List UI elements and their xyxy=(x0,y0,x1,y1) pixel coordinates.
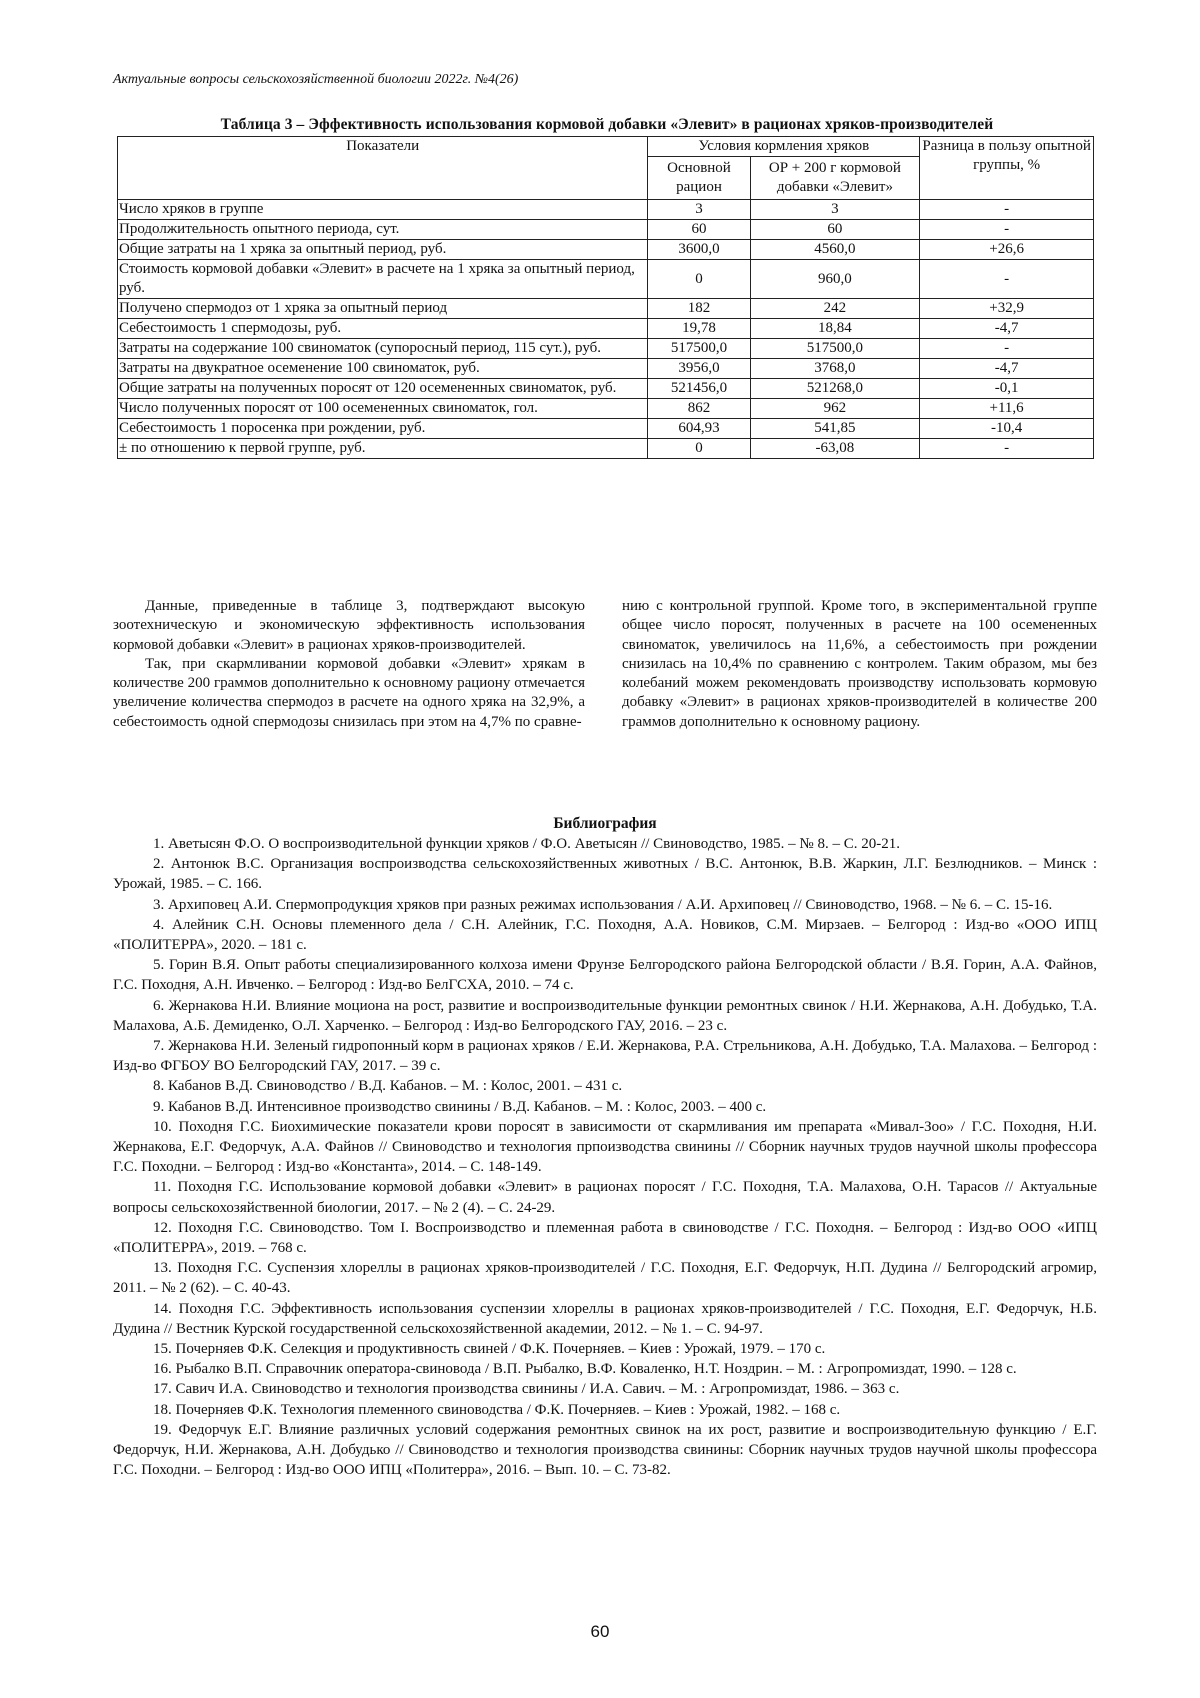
paragraph: Данные, приведенные в таблице 3, подтверждают высокую зоотехническую и экономическую эффективность использования кормовой добавки «Элевит» в рационах хряков-производителей. xyxy=(113,598,585,653)
row-label: Получено спермодоз от 1 хряка за опытный период xyxy=(118,299,648,319)
basic-value: 60 xyxy=(648,220,750,240)
row-label: Себестоимость 1 спермодозы, руб. xyxy=(118,319,648,339)
paragraph: нию с контрольной группой. Кроме того, в экспериментальной группе общее число поросят, полученных в расчете на 100 осемененных свиноматок, увеличилось на 11,6%, а себестоимость при рождении снизилась на 10,4% по сравнению с контролем. Таким образом, мы без колебаний можем рекомендовать производству использовать кормовую добавку «Элевит» в рационах хряков-производителей в количестве 200 граммов дополнительно к основному рациону. xyxy=(622,598,1097,730)
difference-value: - xyxy=(920,200,1094,220)
difference-value: -4,7 xyxy=(920,359,1094,379)
table-row xyxy=(118,399,1094,419)
row-label: Затраты на двукратное осеменение 100 свиноматок, руб. xyxy=(118,359,648,379)
difference-value: +11,6 xyxy=(920,399,1094,419)
experimental-value: 960,0 xyxy=(750,260,920,299)
table-row xyxy=(118,200,1094,220)
header-difference: Разница в пользу опытной группы, % xyxy=(920,137,1094,200)
row-label: Число полученных поросят от 100 осемененных свиноматок, гол. xyxy=(118,399,648,419)
page-number: 60 xyxy=(590,1622,610,1641)
bibliography-item: 6. Жернакова Н.И. Влияние моциона на рост, развитие и воспроизводительные функции ремонтных свинок / Н.И. Жернакова, А.Н. Добудько, Т.А. Малахова, А.Б. Демиденко, О.Л. Харченко. – Белгород : Изд-во Белгородского ГАУ, 2016. – 23 с. xyxy=(113,997,1097,1034)
bibliography-item: 8. Кабанов В.Д. Свиноводство / В.Д. Кабанов. – М. : Колос, 2001. – 431 с. xyxy=(153,1078,623,1095)
table-row xyxy=(118,439,1094,459)
experimental-value: 3768,0 xyxy=(750,359,920,379)
bibliography-item: 15. Почерняев Ф.К. Селекция и продуктивность свиней / Ф.К. Почерняев. – Киев : Урожай, 1979. – 170 с. xyxy=(153,1341,826,1358)
table-row xyxy=(118,339,1094,359)
experimental-value: 541,85 xyxy=(750,419,920,439)
basic-value: 3 xyxy=(648,200,750,220)
row-label: Затраты на содержание 100 свиноматок (супоросный период, 115 сут.), руб. xyxy=(118,339,648,359)
row-label: Себестоимость 1 поросенка при рождении, руб. xyxy=(118,419,648,439)
basic-value: 182 xyxy=(648,299,750,319)
row-label: Число хряков в группе xyxy=(118,200,648,220)
experimental-value: 962 xyxy=(750,399,920,419)
experimental-value: 3 xyxy=(750,200,920,220)
difference-value: - xyxy=(920,439,1094,459)
bibliography-item: 18. Почерняев Ф.К. Технология племенного свиноводства / Ф.К. Почерняев. – Киев : Урожай, 1982. – 168 с. xyxy=(153,1401,841,1418)
efficiency-table xyxy=(117,136,1094,459)
experimental-value: 4560,0 xyxy=(750,240,920,260)
basic-value: 3600,0 xyxy=(648,240,750,260)
experimental-value: 521268,0 xyxy=(750,379,920,399)
table-row xyxy=(118,260,1094,299)
header-indicators: Показатели xyxy=(118,137,648,200)
row-label: Стоимость кормовой добавки «Элевит» в расчете на 1 хряка за опытный период, руб. xyxy=(118,260,648,299)
experimental-value: 517500,0 xyxy=(750,339,920,359)
table-row xyxy=(118,220,1094,240)
table-caption: Таблица 3 – Эффективность использования кормовой добавки «Элевит» в рационах хряков-производителей xyxy=(220,116,994,133)
basic-value: 0 xyxy=(648,260,750,299)
table-body xyxy=(118,200,1094,459)
bibliography-item: 7. Жернакова Н.И. Зеленый гидропонный корм в рационах хряков / Е.И. Жернакова, Р.А. Стрельникова, А.Н. Добудько, Т.А. Малахова. – Белгород : Изд-во ФГБОУ ВО Белгородский ГАУ, 2017. – 39 с. xyxy=(113,1038,1097,1075)
experimental-value: -63,08 xyxy=(750,439,920,459)
bibliography-list xyxy=(113,834,1097,1481)
header-basic-ration: Основной рацион xyxy=(648,157,750,200)
difference-value: +32,9 xyxy=(920,299,1094,319)
bibliography-item: 10. Походня Г.С. Биохимические показатели крови поросят в зависимости от скармливания им препарата «Мивал-Зоо» / Г.С. Походня, Н.И. Жернакова, Е.Г. Федорчук, А.А. Файнов // Свиноводство и технология прпоизводства свинины // Сборник научных трудов научной школы профессора Г.С. Походни. – Белгород : Изд-во «Константа», 2014. – С. 148-149. xyxy=(113,1118,1097,1176)
row-label: Продолжительность опытного периода, сут. xyxy=(118,220,648,240)
table-row xyxy=(118,379,1094,399)
bibliography-item: 2. Антонюк В.С. Организация воспроизводства сельскохозяйственных животных / В.С. Антонюк, В.В. Жаркин, Л.Г. Безлюдников. – Минск : Урожай, 1985. – С. 166. xyxy=(113,856,1097,893)
difference-value: -0,1 xyxy=(920,379,1094,399)
bibliography-item: 11. Походня Г.С. Использование кормовой добавки «Элевит» в рационах поросят / Г.С. Походня, Т.А. Малахова, О.Н. Тарасов // Актуальные вопросы сельскохозяйственной биологии, 2017. – № 2 (4). – С. 24-29. xyxy=(113,1179,1097,1216)
basic-value: 0 xyxy=(648,439,750,459)
bibliography-item: 16. Рыбалко В.П. Справочник оператора-свиновода / В.П. Рыбалко, В.Ф. Коваленко, Н.Т. Ноздрин. – М. : Агропромиздат, 1990. – 128 с. xyxy=(153,1361,1017,1378)
paragraph: Так, при скармливании кормовой добавки «Элевит» хрякам в количестве 200 граммов дополнительно к основному рациону отмечается увеличение количества спермодоз в расчете на одного хряка на 32,9%, а себестоимость одной спермодозы снизилась при этом на 4,7% по сравне- xyxy=(113,655,585,730)
row-label: Общие затраты на 1 хряка за опытный период, руб. xyxy=(118,240,648,260)
experimental-value: 60 xyxy=(750,220,920,240)
basic-value: 862 xyxy=(648,399,750,419)
basic-value: 517500,0 xyxy=(648,339,750,359)
basic-value: 521456,0 xyxy=(648,379,750,399)
bibliography-item: 13. Походня Г.С. Суспензия хлореллы в рационах хряков-производителей / Г.С. Походня, Е.Г. Федорчук, Н.П. Дудина // Белгородский агромир, 2011. – № 2 (62). – С. 40-43. xyxy=(113,1260,1097,1297)
difference-value: +26,6 xyxy=(920,240,1094,260)
basic-value: 19,78 xyxy=(648,319,750,339)
bibliography-item: 17. Савич И.А. Свиноводство и технология производства свинины / И.А. Савич. – М. : Агропромиздат, 1986. – 363 с. xyxy=(153,1381,900,1398)
table-row xyxy=(118,240,1094,260)
text-column-right xyxy=(622,597,1097,732)
bibliography-item: 4. Алейник С.Н. Основы племенного дела / С.Н. Алейник, Г.С. Походня, А.А. Новиков, С.М. Мирзаев. – Белгород : Изд-во «ООО ИПЦ «ПОЛИТЕРРА», 2020. – 181 с. xyxy=(113,916,1097,954)
difference-value: -10,4 xyxy=(920,419,1094,439)
row-label: Общие затраты на полученных поросят от 120 осемененных свиноматок, руб. xyxy=(118,379,648,399)
table-row xyxy=(118,419,1094,439)
bibliography-item: 5. Горин В.Я. Опыт работы специализированного колхоза имени Фрунзе Белгородского района Белгородской области / В.Я. Горин, А.А. Файнов, Г.С. Походня, А.Н. Ивченко. – Белгород : Изд-во БелГСХА, 2010. – 74 с. xyxy=(113,957,1097,994)
basic-value: 3956,0 xyxy=(648,359,750,379)
table-row xyxy=(118,359,1094,379)
bibliography-item: 19. Федорчук Е.Г. Влияние различных условий содержания ремонтных свинок на их рост, развитие и воспроизводительную функцию / Е.Г. Федорчук, Н.И. Жернакова, А.Н. Добудько // Свиноводство и технология производства свинины: Сборник научных трудов научной школы профессора Г.С. Походни. – Белгород : Изд-во ООО ИПЦ «Политерра», 2016. – Вып. 10. – С. 73-82. xyxy=(113,1421,1097,1479)
experimental-value: 242 xyxy=(750,299,920,319)
difference-value: - xyxy=(920,260,1094,299)
bibliography-item: 9. Кабанов В.Д. Интенсивное производство свинины / В.Д. Кабанов. – М. : Колос, 2003. – 400 с. xyxy=(153,1098,767,1115)
header-conditions: Условия кормления хряков xyxy=(648,137,920,157)
difference-value: - xyxy=(920,220,1094,240)
bibliography-item: 3. Архиповец А.И. Спермопродукция хряков при разных режимах использования / А.И. Архиповец // Свиноводство, 1968. – № 6. – С. 15-16. xyxy=(153,896,1053,913)
basic-value: 604,93 xyxy=(648,419,750,439)
difference-value: -4,7 xyxy=(920,319,1094,339)
table-row xyxy=(118,299,1094,319)
bibliography-item: 14. Походня Г.С. Эффективность использования суспензии хлореллы в рационах хряков-производителей / Г.С. Походня, Е.Г. Федорчук, Н.Б. Дудина // Вестник Курской государственной сельскохозяйственной академии, 2012. – № 1. – С. 94-97. xyxy=(113,1300,1097,1337)
text-column-left xyxy=(113,597,585,732)
experimental-value: 18,84 xyxy=(750,319,920,339)
table-row xyxy=(118,319,1094,339)
bibliography-title: Библиография xyxy=(553,815,657,832)
difference-value: - xyxy=(920,339,1094,359)
running-head: Актуальные вопросы сельскохозяйственной биологии 2022г. №4(26) xyxy=(113,72,519,87)
row-label: ± по отношению к первой группе, руб. xyxy=(118,439,648,459)
bibliography-item: 12. Походня Г.С. Свиноводство. Том I. Воспроизводство и племенная работа в свиноводстве / Г.С. Походня. – Белгород : Изд-во ООО «ИПЦ «ПОЛИТЕРРА», 2019. – 768 с. xyxy=(113,1219,1097,1257)
header-experimental-ration: ОР + 200 г кормовой добавки «Элевит» xyxy=(750,157,920,200)
bibliography-item: 1. Аветысян Ф.О. О воспроизводительной функции хряков / Ф.О. Аветысян // Свиноводство, 1985. – № 8. – С. 20-21. xyxy=(153,836,900,852)
